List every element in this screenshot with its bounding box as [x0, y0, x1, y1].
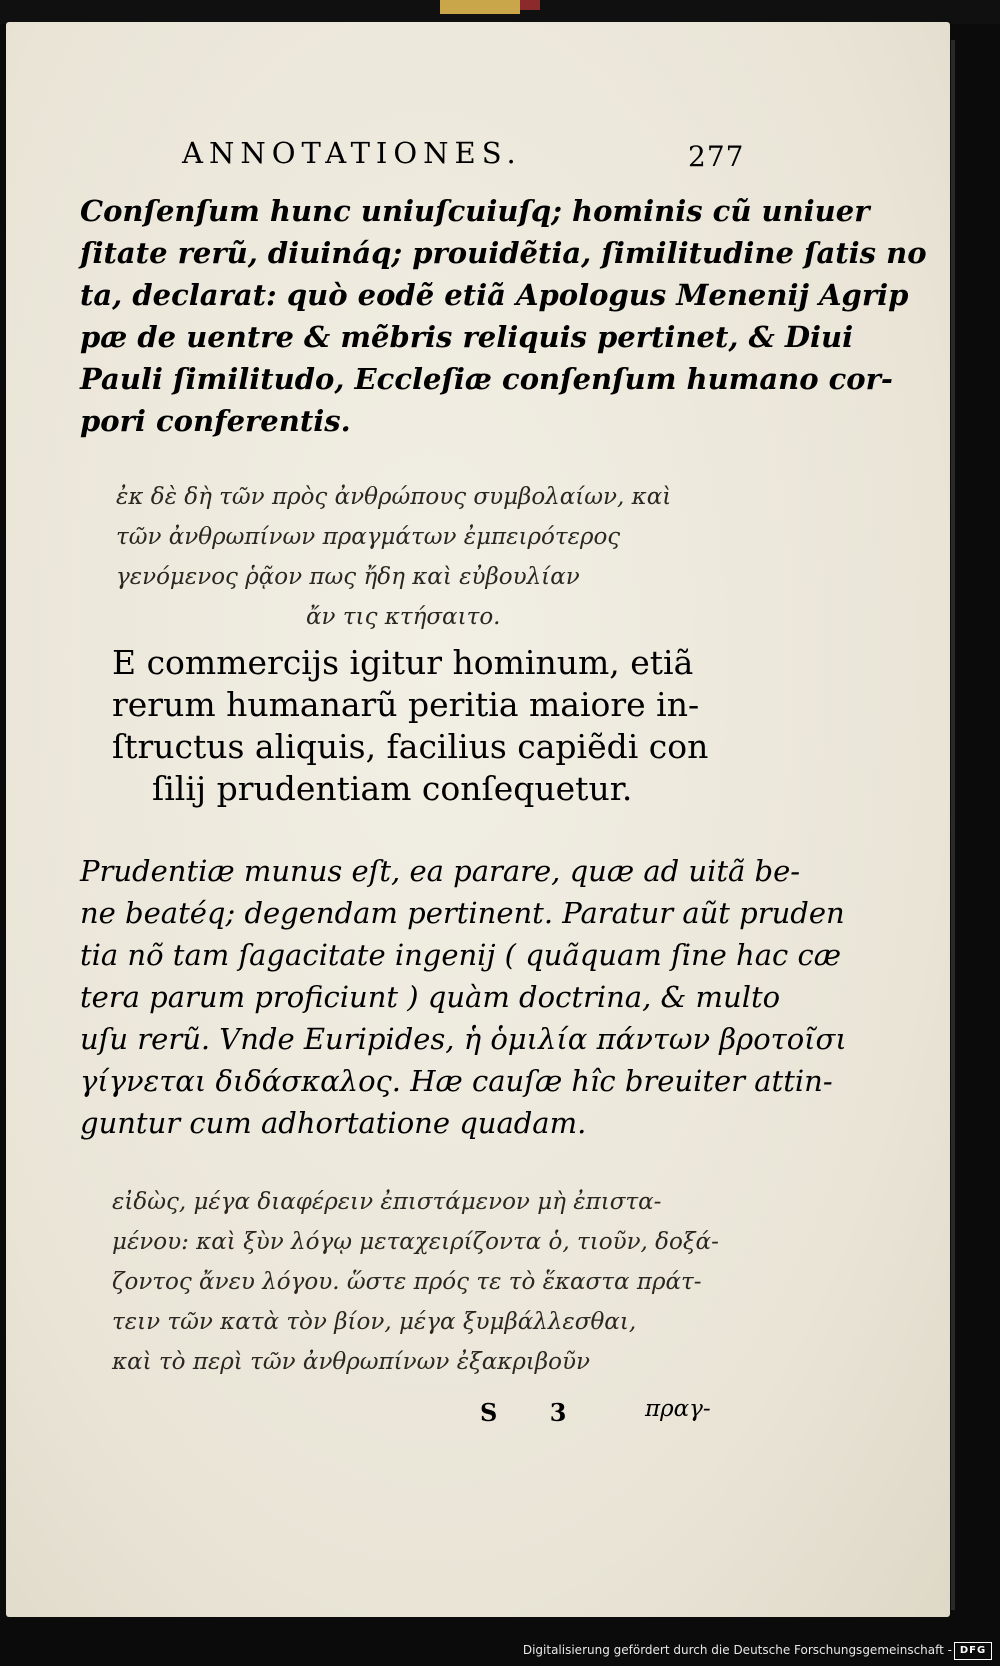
text-line: tia nõ tam ſagacitate ingenij ( quãquam ſine hac cæ: [80, 938, 841, 972]
catchword: πραγ-: [645, 1396, 711, 1422]
text-line: ſtructus aliquis, facilius capiẽdi con: [112, 727, 709, 766]
text-line: tera parum proficiunt ) quàm doctrina, & multo: [80, 980, 781, 1014]
text-line: μένου: καὶ ξὺν λόγῳ μεταχειρίζοντα ὁ, τιοῦν, δοξά-: [112, 1229, 719, 1255]
paragraph-2: [80, 850, 847, 1144]
text-line: ne beatéq; degendam pertinent. Paratur aũt pruden: [80, 896, 845, 930]
bookmark-tab: [440, 0, 520, 14]
greek-quotation-1: [116, 477, 716, 637]
text-line: Pauli ſimilitudo, Eccleſiæ conſenſum humano cor-: [80, 362, 893, 396]
page-edge: [951, 40, 955, 1610]
text-line: ta, declarat: quò eodẽ etiã Apologus Menenij Agrip: [80, 278, 909, 312]
text-line: pæ de uentre & mẽbris reliquis pertinet, & Diui: [80, 320, 854, 354]
text-line: τῶν ἀνθρωπίνων πραγμάτων ἐμπειρότερος: [116, 524, 621, 550]
text-line: γενόμενος ῥᾷον πως ἤδη καὶ εὐβουλίαν: [116, 564, 580, 590]
bookmark-ribbon: [520, 0, 540, 10]
digitization-credit: Digitalisierung gefördert durch die Deutsche Forschungsgemeinschaft -: [522, 1643, 952, 1657]
text-line: E commercijs igitur hominum, etiã: [112, 643, 694, 682]
text-line: ζοντος ἄνευ λόγου. ὥστε πρός τε τὸ ἕκαστα πράτ-: [112, 1269, 702, 1295]
page-number: 277: [688, 140, 745, 173]
text-line: ἄν τις κτήσαιτο.: [306, 604, 501, 630]
text-line: καὶ τὸ περὶ τῶν ἀνθρωπίνων ἐξακριβοῦν: [112, 1349, 590, 1375]
paragraph-1: [80, 190, 927, 442]
text-line: εἰδὼς, μέγα διαφέρειν ἐπιστάμενον μὴ ἐπιστα-: [112, 1189, 662, 1215]
signature-mark: S 3: [480, 1398, 589, 1427]
text-line: γίγνεται διδάσκαλος. Hæ cauſæ hîc breuiter attin-: [80, 1064, 833, 1098]
text-line: guntur cum adhortatione quadam.: [80, 1106, 587, 1140]
latin-translation-1: [112, 642, 712, 810]
text-line: Conſenſum hunc uniuſcuiuſq; hominis cũ uniuer: [80, 194, 870, 228]
text-line: Prudentiæ munus eſt, ea parare, quæ ad uitã be-: [80, 854, 801, 888]
text-line: ſitate rerũ, diuináq; prouidẽtia, ſimilitudine ſatis no: [80, 236, 927, 270]
text-line: ἐκ δὲ δὴ τῶν πρὸς ἀνθρώπους συμβολαίων, καὶ: [116, 484, 672, 510]
text-line: rerum humanarũ peritia maiore in-: [112, 685, 700, 724]
running-head: ANNOTATIONES.: [182, 136, 522, 170]
greek-quotation-2: [112, 1182, 719, 1382]
text-line: ſilij prudentiam conſequetur.: [152, 769, 633, 808]
top-strip: [0, 0, 1000, 24]
text-line: τειν τῶν κατὰ τὸν βίον, μέγα ξυμβάλλεσθαι,: [112, 1309, 637, 1335]
text-line: pori conferentis.: [80, 404, 351, 438]
text-line: uſu rerũ. Vnde Euripides, ἡ ὁμιλία πάντων βροτοῖσι: [80, 1022, 847, 1056]
dfg-logo-icon: DFG: [954, 1642, 992, 1660]
